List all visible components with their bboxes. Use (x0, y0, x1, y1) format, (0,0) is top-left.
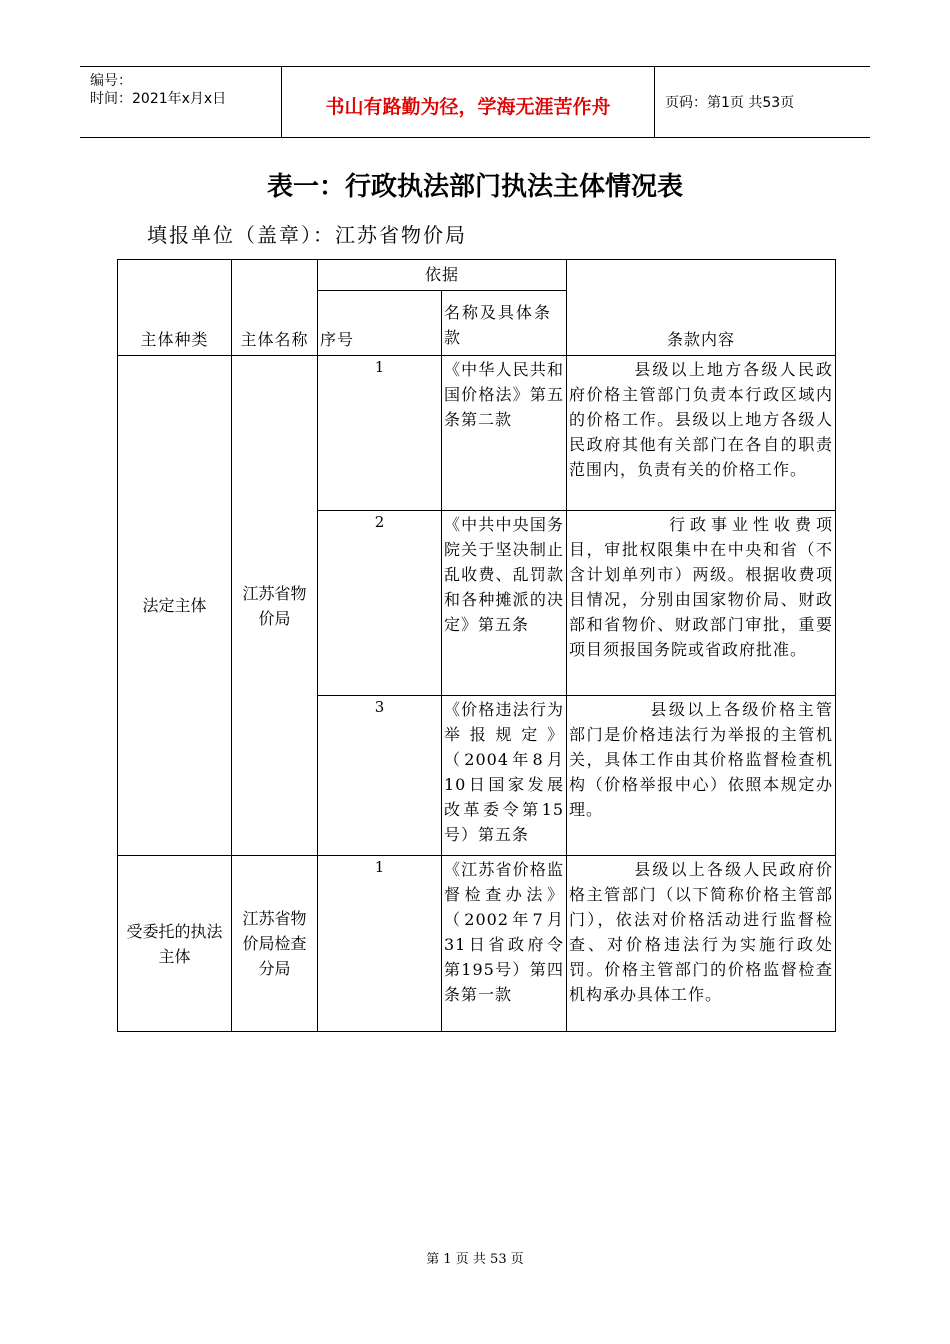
seq-cell: 2 (318, 511, 442, 696)
page-header (80, 66, 870, 138)
enforcement-subject-table (117, 259, 836, 1032)
law-cell: 《中共中央国务院关于坚决制止乱收费、乱罚款和各种摊派的决定》第五条 (442, 511, 567, 696)
seq-cell: 1 (318, 856, 442, 1032)
header-subject-type: 主体种类 (118, 260, 232, 356)
content-text: 县级以上地方各级人民政府价格主管部门负责本行政区域内的价格工作。县级以上地方各级人民政府其他有关部门在各自的职责范围内，负责有关的价格工作。 (569, 360, 834, 479)
page-info: 页码：第1页 共53页 (665, 95, 795, 111)
document-number-label: 编号： (90, 73, 132, 89)
table-row (118, 856, 836, 1032)
header-page-cell (655, 67, 870, 137)
law-cell: 《价格违法行为举报规定》（2004年8月10日国家发展改革委令第15号）第五条 (442, 696, 567, 856)
content-text: 县级以上各级价格主管部门是价格违法行为举报的主管机关，具体工作由其价格监督检查机构（价格举报中心）依照本规定办理。 (569, 700, 834, 819)
header-meta-cell (80, 67, 282, 137)
subject-type-cell: 法定主体 (118, 356, 232, 856)
page-title: 表一：行政执法部门执法主体情况表 (266, 172, 683, 202)
subject-type-cell: 受委托的执法主体 (118, 856, 232, 1032)
content-cell (567, 356, 836, 511)
page-footer: 第 1 页 共 53 页 (426, 1252, 524, 1267)
header-clause-content: 条款内容 (567, 260, 836, 356)
seq-cell: 1 (318, 356, 442, 511)
header-law-name: 名称及具体条款 (442, 291, 567, 356)
content-text: 行政事业性收费项目，审批权限集中在中央和省（不含计划单列市）两级。根据收费项目情况，分别由国家物价局、财政部和省物价、财政部门审批，重要项目须报国务院或省政府批准。 (569, 515, 834, 659)
law-cell: 《江苏省价格监督检查办法》（2002年7月31日省政府令第195号）第四条第一款 (442, 856, 567, 1032)
header-seq: 序号 (318, 291, 442, 356)
reporting-unit-label: 填报单位（盖章）：江苏省物价局 (147, 223, 467, 247)
content-text: 县级以上各级人民政府价格主管部门（以下简称价格主管部门），依法对价格活动进行监督检查、对价格违法行为实施行政处罚。价格主管部门的价格监督检查机构承办具体工作。 (569, 860, 834, 1004)
content-cell (567, 511, 836, 696)
table-row (118, 356, 836, 511)
header-basis: 依据 (318, 260, 567, 291)
subject-name-cell: 江苏省物价局 (232, 356, 318, 856)
subject-name-cell: 江苏省物价局检查分局 (232, 856, 318, 1032)
seq-cell: 3 (318, 696, 442, 856)
header-motto-cell (282, 67, 655, 137)
header-subject-name: 主体名称 (232, 260, 318, 356)
motto-text: 书山有路勤为径，学海无涯苦作舟 (325, 96, 611, 118)
law-cell: 《中华人民共和国价格法》第五条第二款 (442, 356, 567, 511)
content-cell (567, 696, 836, 856)
content-cell (567, 856, 836, 1032)
document-date-label: 时间：2021年x月x日 (90, 91, 227, 107)
